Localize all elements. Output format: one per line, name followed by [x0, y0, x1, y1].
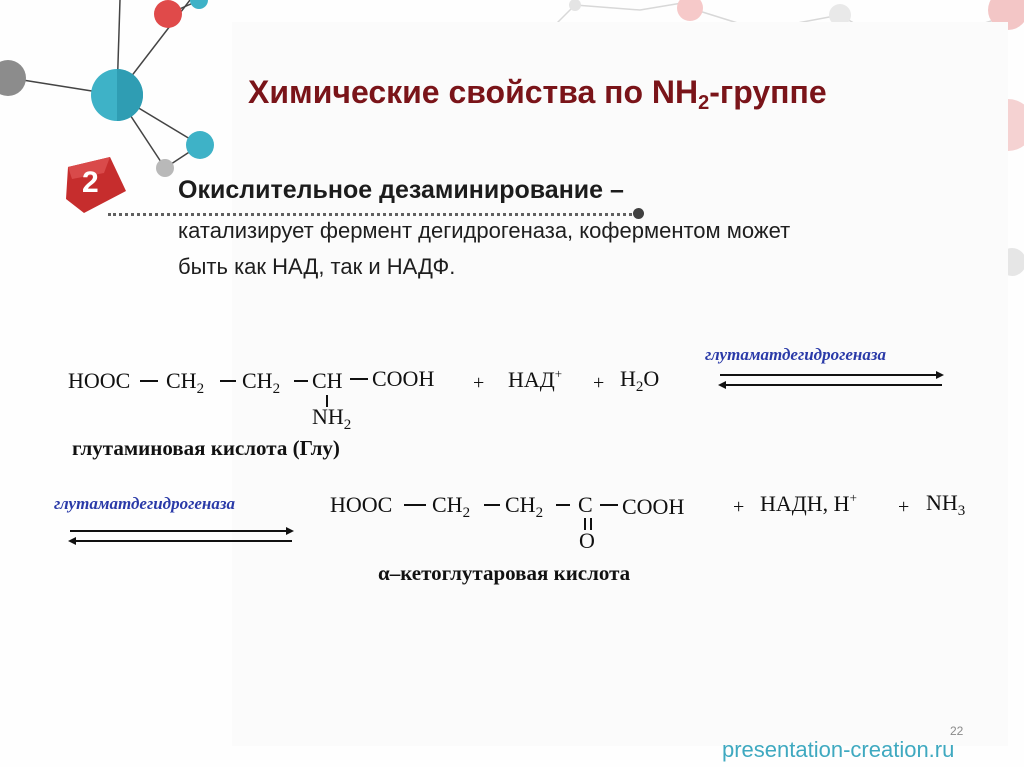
enzyme-label-1: глутаматдегидрогеназа	[705, 345, 886, 364]
formula-hooc-1: HOOC	[68, 368, 131, 393]
formula-c-2: C	[578, 492, 593, 517]
page-number: 22	[950, 724, 964, 738]
dotted-divider	[108, 213, 638, 216]
formula-nh3: $NH_3$	[926, 490, 966, 519]
equilibrium-arrows-icon-1	[716, 368, 946, 392]
bond-1d	[350, 378, 368, 380]
brand-watermark: presentation-creation.ru	[722, 737, 955, 762]
formula-nadh: НАДН, H+	[760, 490, 857, 516]
plus-sign-1b: +	[593, 372, 605, 394]
bond-2a	[404, 504, 426, 506]
bond-2b	[484, 504, 500, 506]
badge-number: 2	[82, 166, 99, 199]
bond-2c	[556, 504, 570, 506]
formula-cooh-1: COOH	[372, 366, 435, 391]
formula-ch2-2b: $CH_2$	[505, 492, 544, 521]
formula-water: $H_2O$	[620, 366, 660, 395]
plus-sign-1a: +	[473, 372, 485, 394]
bond-2d	[600, 504, 618, 506]
formula-ch2-1a: $CH_2$	[166, 368, 205, 397]
bond-1c	[294, 380, 308, 382]
slide-title: Химические свойства по $NH_2$-группе	[248, 74, 827, 114]
formula-hooc-2: HOOC	[330, 492, 393, 517]
formula-cooh-2: COOH	[622, 494, 685, 519]
plus-sign-2b: +	[898, 496, 910, 518]
ketoglutaric-acid-caption: α–кетоглутаровая кислота	[378, 561, 631, 585]
formula-nad: НАД+	[508, 366, 563, 392]
bond-1a	[140, 380, 158, 382]
glutamic-acid-caption: глутаминовая кислота (Глу)	[72, 436, 340, 460]
section-heading: Окислительное дезаминирование –	[178, 176, 624, 204]
formula-oxygen-2: O	[579, 528, 595, 553]
enzyme-label-2: глутаматдегидрогеназа	[54, 494, 235, 513]
description-line-2: быть как НАД, так и НАДФ.	[178, 254, 456, 279]
description-line-1: катализирует фермент дегидрогеназа, коферментом может	[178, 218, 791, 243]
bond-1b	[220, 380, 236, 382]
equilibrium-arrows-icon-2	[66, 524, 296, 548]
plus-sign-2a: +	[733, 496, 745, 518]
formula-ch-1: CH	[312, 368, 343, 393]
formula-nh2-1: $NH_2$	[312, 404, 352, 433]
formula-ch2-2a: $CH_2$	[432, 492, 471, 521]
formula-ch2-1b: $CH_2$	[242, 368, 281, 397]
